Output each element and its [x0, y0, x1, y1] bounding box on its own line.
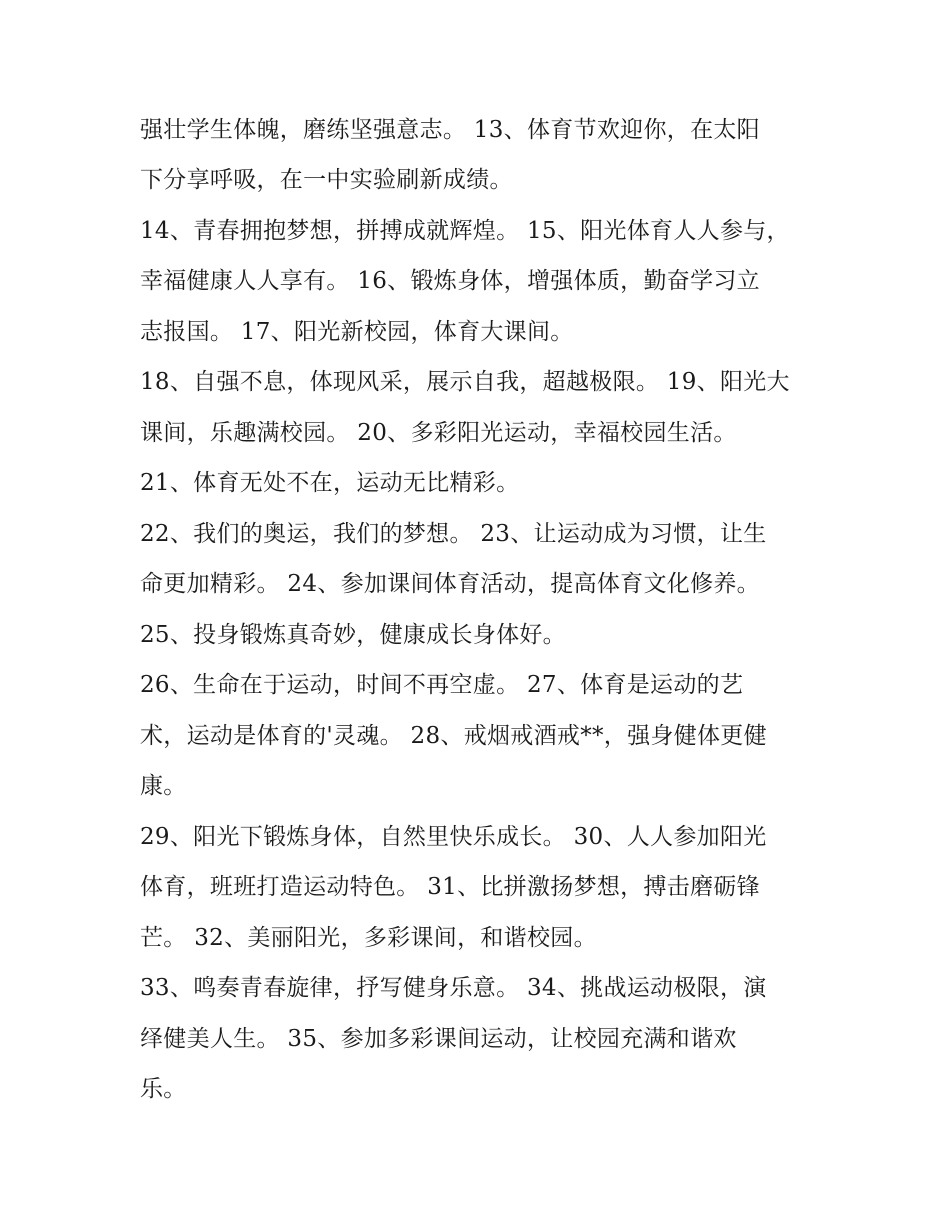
text-line: 18、自强不息，体现风采，展示自我，超越极限。 19、阳光大 — [140, 369, 790, 395]
text-line: 课间，乐趣满校园。 20、多彩阳光运动，幸福校园生活。 — [140, 420, 737, 446]
text-line: 14、青春拥抱梦想，拼搏成就辉煌。 15、阳光体育人人参与， — [140, 218, 790, 244]
text-line: 绎健美人生。 35、参加多彩课间运动，让校园充满和谐欢 — [140, 1026, 737, 1052]
text-line: 26、生命在于运动，时间不再空虚。 27、体育是运动的艺 — [140, 672, 744, 698]
text-line: 康。 — [140, 773, 187, 799]
text-line: 25、投身锻炼真奇妙，健康成长身体好。 — [140, 622, 566, 648]
text-line: 志报国。 17、阳光新校园，体育大课间。 — [140, 319, 574, 345]
text-line: 强壮学生体魄，磨练坚强意志。 13、体育节欢迎你，在太阳 — [140, 117, 760, 143]
text-line: 21、体育无处不在，运动无比精彩。 — [140, 470, 520, 496]
text-line: 乐。 — [140, 1076, 187, 1102]
text-line: 芒。 32、美丽阳光，多彩课间，和谐校园。 — [140, 925, 597, 951]
text-line: 29、阳光下锻炼身体，自然里快乐成长。 30、人人参加阳光 — [140, 824, 767, 850]
text-line: 22、我们的奥运，我们的梦想。 23、让运动成为习惯，让生 — [140, 521, 767, 547]
text-line: 命更加精彩。 24、参加课间体育活动，提高体育文化修养。 — [140, 571, 760, 597]
text-line: 体育，班班打造运动特色。 31、比拼激扬梦想，搏击磨砺锋 — [140, 874, 760, 900]
text-line: 幸福健康人人享有。 16、锻炼身体，增强体质，勤奋学习立 — [140, 268, 760, 294]
text-line: 33、鸣奏青春旋律，抒写健身乐意。 34、挑战运动极限，演 — [140, 975, 767, 1001]
text-line: 下分享呼吸，在一中实验刷新成绩。 — [140, 167, 513, 193]
text-line: 术，运动是体育的'灵魂。 28、戒烟戒酒戒**，强身健体更健 — [140, 723, 767, 749]
